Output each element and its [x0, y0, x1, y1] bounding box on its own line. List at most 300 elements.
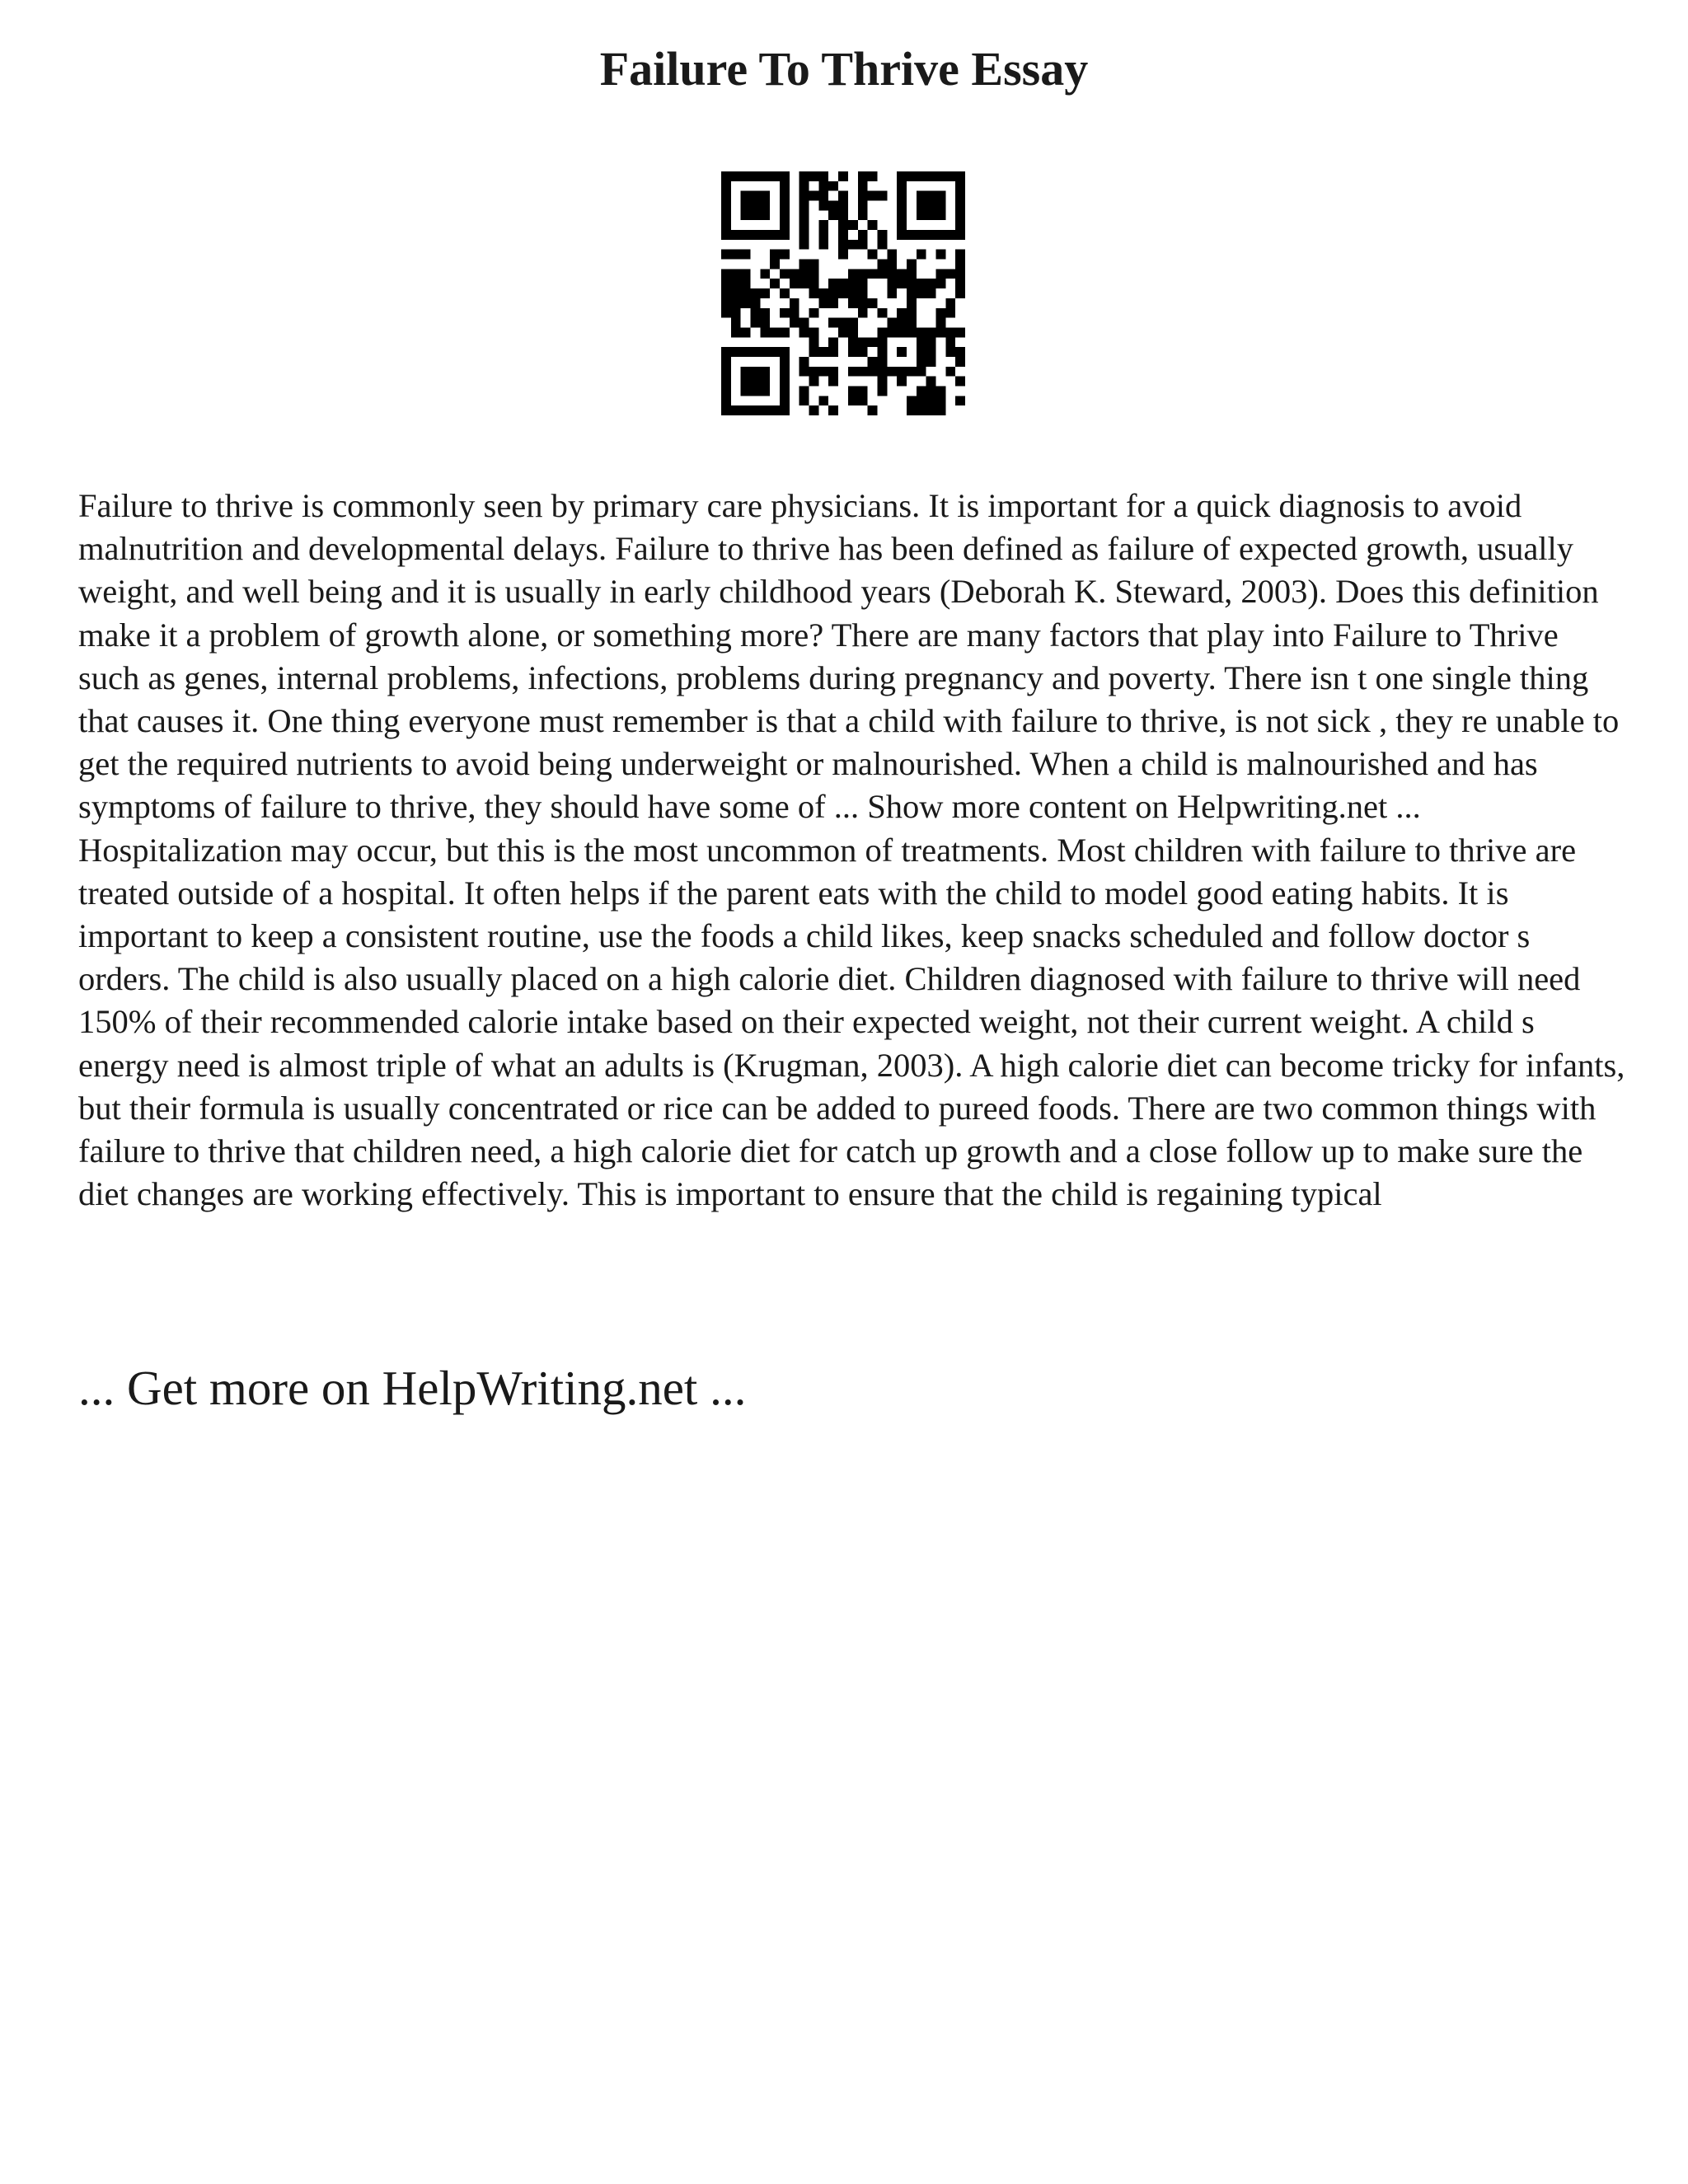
qr-module — [945, 171, 955, 181]
qr-module — [809, 191, 819, 201]
qr-module — [780, 367, 790, 377]
qr-module — [760, 191, 770, 201]
qr-module — [731, 347, 741, 357]
qr-module — [858, 347, 868, 357]
qr-module — [887, 279, 897, 288]
qr-module — [935, 279, 945, 288]
qr-module — [838, 220, 848, 230]
qr-module — [780, 288, 790, 298]
qr-module — [926, 347, 936, 357]
qr-module — [897, 377, 907, 387]
qr-module — [897, 318, 907, 328]
qr-module — [760, 377, 770, 387]
qr-module — [780, 347, 790, 357]
qr-module — [770, 260, 780, 269]
qr-module — [877, 191, 887, 201]
qr-module — [877, 386, 887, 396]
qr-module — [955, 396, 965, 405]
qr-module — [848, 240, 858, 250]
qr-module — [770, 230, 780, 240]
qr-module — [760, 318, 770, 328]
qr-module — [809, 327, 819, 337]
qr-module — [799, 240, 809, 250]
qr-module — [955, 201, 965, 211]
qr-module — [917, 279, 926, 288]
qr-module — [731, 318, 741, 328]
qr-module — [877, 377, 887, 387]
qr-module — [818, 191, 828, 201]
qr-module — [897, 210, 907, 220]
qr-module — [848, 396, 858, 405]
qr-module — [848, 327, 858, 337]
qr-module — [868, 191, 878, 201]
qr-module — [917, 347, 926, 357]
qr-module — [828, 377, 838, 387]
qr-module — [780, 250, 790, 260]
qr-module — [907, 327, 917, 337]
qr-module — [809, 279, 819, 288]
qr-module — [838, 279, 848, 288]
qr-module — [818, 288, 828, 298]
qr-module — [760, 269, 770, 279]
qr-module — [790, 318, 799, 328]
qr-module — [877, 367, 887, 377]
qr-module — [731, 230, 741, 240]
qr-module — [955, 230, 965, 240]
qr-module — [790, 298, 799, 308]
qr-module — [887, 367, 897, 377]
qr-code-icon — [721, 171, 965, 415]
qr-module — [897, 269, 907, 279]
qr-module — [858, 230, 868, 240]
qr-module — [741, 191, 751, 201]
qr-module — [935, 201, 945, 211]
qr-module — [818, 181, 828, 191]
qr-module — [809, 260, 819, 269]
qr-module — [858, 367, 868, 377]
qr-module — [926, 230, 936, 240]
qr-module — [731, 327, 741, 337]
qr-module — [828, 318, 838, 328]
qr-module — [721, 250, 731, 260]
qr-module — [868, 250, 878, 260]
qr-module — [751, 367, 761, 377]
qr-module — [907, 405, 917, 415]
qr-module — [955, 269, 965, 279]
qr-module — [926, 396, 936, 405]
qr-module — [780, 396, 790, 405]
qr-module — [838, 230, 848, 240]
qr-module — [926, 201, 936, 211]
qr-module — [780, 181, 790, 191]
qr-module — [955, 181, 965, 191]
qr-module — [818, 230, 828, 240]
qr-module — [907, 367, 917, 377]
qr-module — [897, 308, 907, 318]
qr-module — [721, 308, 731, 318]
qr-module — [926, 279, 936, 288]
qr-module — [799, 327, 809, 337]
qr-module — [926, 386, 936, 396]
qr-module — [799, 396, 809, 405]
qr-module — [721, 181, 731, 191]
qr-module — [799, 279, 809, 288]
essay-paragraph-1: Failure to thrive is commonly seen by primary care physicians. It is important for a quick diagnosis to avoid malnutrition and developmental delays. Failure to thrive has been defined as failure of expected growth, usually weight, and well being and it is usually in early childhood years (Deborah K. Steward, 2003). Does this definition make it a problem of growth alone, or something more? There are many factors that play into Failure to Thrive such as genes, internal problems, infections, problems during pregnancy and poverty. There isn t one single thing that causes it. One thing everyone must remember is that a child with failure to thrive, is not sick , they re unable to get the required nutrients to avoid being underweight or malnourished. When a child is malnourished and has symptoms of failure to thrive, they should have some of ... Show more content on Helpwriting.net ... — [78, 487, 1620, 826]
qr-module — [858, 386, 868, 396]
qr-module — [780, 386, 790, 396]
qr-module — [818, 171, 828, 181]
qr-module — [780, 191, 790, 201]
qr-module — [926, 171, 936, 181]
qr-module — [917, 191, 926, 201]
qr-module — [780, 327, 790, 337]
qr-module — [760, 171, 770, 181]
qr-module — [721, 347, 731, 357]
qr-module — [809, 347, 819, 357]
qr-module — [877, 308, 887, 318]
qr-module — [741, 279, 751, 288]
qr-module — [799, 191, 809, 201]
qr-module — [741, 327, 751, 337]
qr-module — [731, 298, 741, 308]
qr-module — [848, 279, 858, 288]
qr-module — [799, 230, 809, 240]
qr-module — [917, 386, 926, 396]
qr-module — [818, 240, 828, 250]
qr-module — [935, 308, 945, 318]
qr-module — [926, 191, 936, 201]
qr-module — [907, 298, 917, 308]
qr-module — [741, 230, 751, 240]
qr-module — [741, 367, 751, 377]
qr-module — [828, 210, 838, 220]
qr-module — [858, 396, 868, 405]
qr-module — [780, 201, 790, 211]
qr-module — [731, 288, 741, 298]
qr-module — [751, 308, 761, 318]
qr-module — [760, 210, 770, 220]
qr-module — [955, 327, 965, 337]
qr-module — [751, 318, 761, 328]
qr-module — [799, 260, 809, 269]
qr-module — [751, 210, 761, 220]
qr-module — [731, 279, 741, 288]
qr-module — [858, 337, 868, 347]
qr-module — [741, 386, 751, 396]
qr-module — [799, 357, 809, 367]
qr-module — [828, 405, 838, 415]
get-more-link[interactable]: ... Get more on HelpWriting.net ... — [78, 1361, 747, 1415]
qr-module — [877, 260, 887, 269]
qr-module — [868, 298, 878, 308]
qr-module — [770, 250, 780, 260]
qr-module — [741, 269, 751, 279]
qr-module — [721, 220, 731, 230]
qr-module — [799, 367, 809, 377]
qr-module — [955, 377, 965, 387]
qr-module — [828, 288, 838, 298]
qr-module — [751, 171, 761, 181]
qr-module — [917, 288, 926, 298]
qr-module — [897, 230, 907, 240]
qr-module — [917, 367, 926, 377]
qr-module — [917, 396, 926, 405]
essay-body — [78, 485, 1628, 1216]
qr-module — [780, 405, 790, 415]
qr-module — [721, 377, 731, 387]
qr-module — [751, 377, 761, 387]
qr-module — [926, 288, 936, 298]
qr-module — [741, 288, 751, 298]
qr-module — [828, 298, 838, 308]
qr-module — [780, 220, 790, 230]
qr-module — [897, 191, 907, 201]
qr-module — [868, 269, 878, 279]
qr-module — [760, 201, 770, 211]
qr-module — [935, 210, 945, 220]
qr-module — [770, 279, 780, 288]
qr-module — [907, 230, 917, 240]
qr-module — [907, 171, 917, 181]
qr-module — [721, 386, 731, 396]
qr-module — [741, 298, 751, 308]
qr-module — [887, 327, 897, 337]
qr-module — [799, 220, 809, 230]
qr-module — [731, 308, 741, 318]
qr-module — [868, 367, 878, 377]
qr-module — [809, 367, 819, 377]
qr-module — [721, 357, 731, 367]
qr-module — [760, 386, 770, 396]
qr-module — [721, 279, 731, 288]
qr-module — [935, 230, 945, 240]
qr-module — [770, 327, 780, 337]
qr-module — [760, 367, 770, 377]
qr-module — [838, 240, 848, 250]
qr-module — [721, 405, 731, 415]
qr-module — [731, 405, 741, 415]
qr-module — [917, 337, 926, 347]
qr-module — [838, 191, 848, 201]
qr-module — [868, 171, 878, 181]
qr-module — [887, 260, 897, 269]
qr-module — [848, 288, 858, 298]
qr-module — [799, 171, 809, 181]
qr-module — [741, 201, 751, 211]
qr-module — [935, 386, 945, 396]
qr-module — [935, 171, 945, 181]
qr-module — [955, 191, 965, 201]
page-title: Failure To Thrive Essay — [599, 42, 1089, 96]
qr-module — [780, 269, 790, 279]
qr-module — [790, 279, 799, 288]
qr-module — [741, 171, 751, 181]
qr-module — [868, 337, 878, 347]
qr-module — [828, 347, 838, 357]
qr-module — [721, 230, 731, 240]
qr-module — [799, 181, 809, 191]
qr-module — [809, 405, 819, 415]
qr-module — [917, 230, 926, 240]
qr-module — [858, 171, 868, 181]
qr-module — [917, 201, 926, 211]
qr-module — [809, 269, 819, 279]
qr-module — [721, 171, 731, 181]
qr-module — [955, 279, 965, 288]
qr-module — [897, 279, 907, 288]
qr-module — [955, 288, 965, 298]
qr-module — [780, 210, 790, 220]
qr-module — [935, 191, 945, 201]
qr-module — [858, 288, 868, 298]
qr-module — [721, 288, 731, 298]
qr-module — [818, 220, 828, 230]
qr-module — [935, 327, 945, 337]
qr-module — [926, 357, 936, 367]
qr-module — [721, 367, 731, 377]
qr-module — [818, 367, 828, 377]
qr-module — [877, 327, 887, 337]
qr-module — [751, 347, 761, 357]
qr-module — [790, 308, 799, 318]
qr-module — [858, 308, 868, 318]
qr-module — [935, 405, 945, 415]
qr-module — [907, 318, 917, 328]
qr-module — [926, 327, 936, 337]
qr-module — [887, 318, 897, 328]
qr-module — [751, 230, 761, 240]
qr-module — [935, 318, 945, 328]
qr-module — [721, 396, 731, 405]
qr-module — [897, 367, 907, 377]
qr-module — [818, 347, 828, 357]
qr-module — [926, 405, 936, 415]
qr-module — [721, 269, 731, 279]
qr-module — [945, 347, 955, 357]
qr-module — [848, 220, 858, 230]
qr-module — [897, 201, 907, 211]
qr-module — [917, 327, 926, 337]
qr-module — [780, 308, 790, 318]
qr-module — [858, 298, 868, 308]
qr-module — [877, 269, 887, 279]
qr-module — [935, 396, 945, 405]
essay-paragraph-2: Hospitalization may occur, but this is the most uncommon of treatments. Most children with failure to thrive are treated outside of a hospital. It often helps if the parent eats with the child to model good eating habits. It is important to keep a consistent routine, use the foods a child likes, keep snacks scheduled and follow doctor s orders. The child is also usually placed on a high calorie diet. Children diagnosed with failure to thrive will need 150% of their recommended calorie intake based on their expected weight, not their current weight. A child s energy need is almost triple of what an adults is (Krugman, 2003). A high calorie diet can become tricky for infants, but their formula is usually concentrated or rice can be added to pureed foods. There are two common things with failure to thrive that children need, a high calorie diet for catch up growth and a close follow up to make sure the diet changes are working effectively. This is important to ensure that the child is regaining typical — [78, 831, 1625, 1213]
qr-module — [955, 220, 965, 230]
qr-module — [828, 367, 838, 377]
qr-module — [877, 347, 887, 357]
qr-module — [838, 210, 848, 220]
qr-module — [907, 279, 917, 288]
qr-module — [848, 298, 858, 308]
qr-module — [955, 260, 965, 269]
qr-module — [897, 347, 907, 357]
qr-module — [809, 308, 819, 318]
qr-module — [877, 230, 887, 240]
qr-module — [818, 298, 828, 308]
qr-module — [907, 308, 917, 318]
qr-module — [858, 210, 868, 220]
qr-module — [741, 405, 751, 415]
qr-module — [858, 191, 868, 201]
qr-module — [858, 269, 868, 279]
qr-module — [926, 337, 936, 347]
qr-module — [868, 220, 878, 230]
qr-module — [848, 318, 858, 328]
qr-module — [935, 250, 945, 260]
qr-module — [838, 250, 848, 260]
qr-module — [799, 210, 809, 220]
qr-module — [897, 171, 907, 181]
qr-module — [828, 181, 838, 191]
qr-module — [917, 210, 926, 220]
qr-module — [809, 337, 819, 347]
qr-module — [955, 357, 965, 367]
qr-module — [945, 337, 955, 347]
qr-module — [809, 288, 819, 298]
qr-module — [917, 171, 926, 181]
qr-module — [877, 357, 887, 367]
qr-module — [799, 318, 809, 328]
qr-module — [926, 210, 936, 220]
qr-module — [760, 405, 770, 415]
qr-module — [751, 201, 761, 211]
qr-module — [770, 347, 780, 357]
qr-module — [858, 181, 868, 191]
qr-module — [741, 210, 751, 220]
qr-module — [868, 357, 878, 367]
qr-module — [799, 269, 809, 279]
qr-module — [955, 250, 965, 260]
qr-module — [818, 396, 828, 405]
qr-module — [760, 347, 770, 357]
qr-module — [838, 327, 848, 337]
qr-module — [818, 201, 828, 211]
qr-module — [848, 269, 858, 279]
qr-module — [848, 367, 858, 377]
qr-module — [868, 405, 878, 415]
qr-module — [838, 201, 848, 211]
qr-module — [751, 386, 761, 396]
qr-module — [799, 201, 809, 211]
qr-module — [741, 377, 751, 387]
qr-module — [955, 171, 965, 181]
qr-module — [741, 250, 751, 260]
qr-module — [780, 230, 790, 240]
qr-module — [945, 269, 955, 279]
qr-module — [721, 298, 731, 308]
qr-module — [751, 298, 761, 308]
qr-module — [741, 347, 751, 357]
qr-module — [907, 260, 917, 269]
qr-module — [917, 250, 926, 260]
qr-module — [731, 171, 741, 181]
qr-module — [838, 288, 848, 298]
qr-module — [848, 386, 858, 396]
qr-module — [721, 201, 731, 211]
qr-module — [945, 230, 955, 240]
qr-module — [721, 210, 731, 220]
qr-module — [731, 250, 741, 260]
qr-module — [926, 377, 936, 387]
qr-module — [799, 386, 809, 396]
qr-module — [955, 347, 965, 357]
qr-module — [828, 279, 838, 288]
qr-module — [780, 357, 790, 367]
qr-module — [809, 377, 819, 387]
qr-module — [945, 367, 955, 377]
qr-module — [760, 230, 770, 240]
